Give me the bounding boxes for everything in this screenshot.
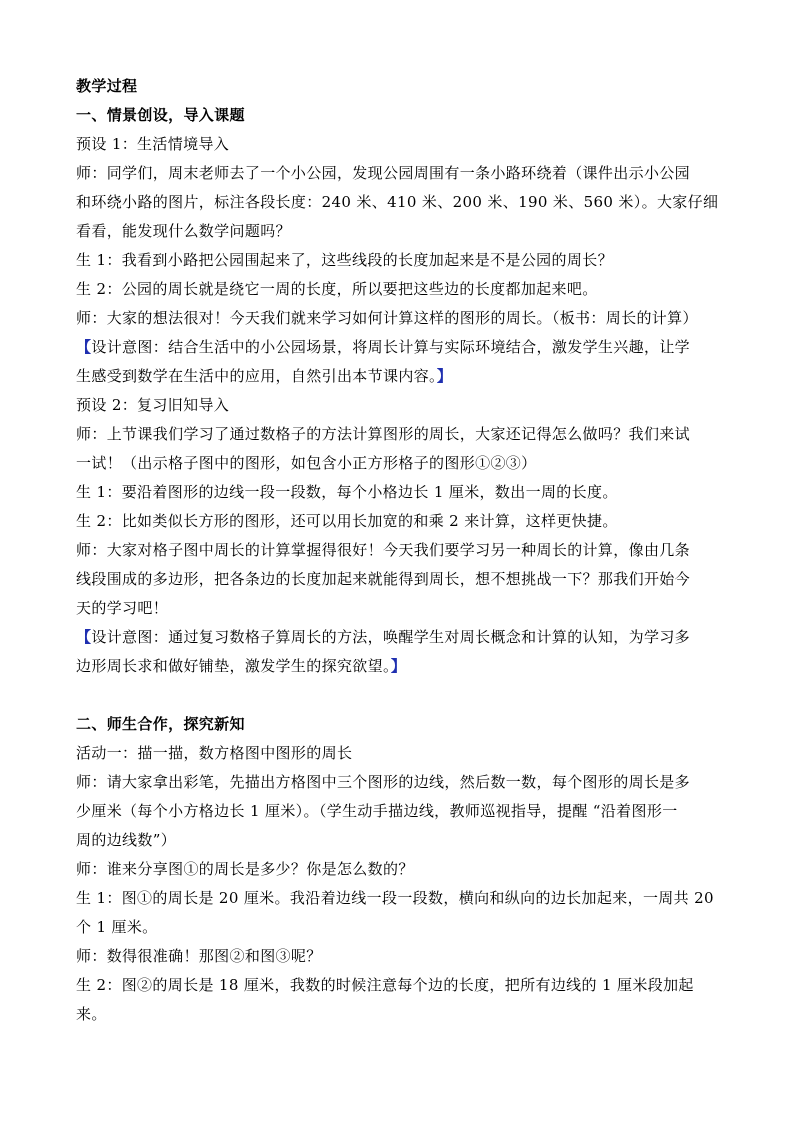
design-intent-text: 设计意图：结合生活中的小公园场景，将周长计算与实际环境结合，激发学生兴趣，让学 (91, 338, 691, 356)
design-bracket-close: 】 (436, 367, 453, 385)
paragraph-line: 生 2：图②的周长是 18 厘米，我数的时候注意每个边的长度，把所有边线的 1 厘米段加起 (76, 976, 694, 994)
activity1-label: 活动一：描一描，数方格图中图形的周长 (76, 744, 353, 762)
paragraph-line: 一试！（出示格子图中的图形，如包含小正方形格子的图形①②③） (76, 454, 537, 472)
section2-heading: 二、师生合作，探究新知 (76, 715, 245, 733)
paragraph-line: 看看，能发现什么数学问题吗？ (76, 222, 291, 240)
paragraph-line: 师：谁来分享图①的周长是多少？你是怎么数的？ (76, 860, 414, 878)
design-intent-line (76, 623, 730, 652)
paragraph-line: 师：上节课我们学习了通过数格子的方法计算图形的周长，大家还记得怎么做吗？我们来试 (76, 425, 691, 443)
design-intent-text: 生感受到数学在生活中的应用，自然引出本节课内容。 (76, 367, 437, 385)
preset2-label: 预设 2：复习旧知导入 (76, 396, 230, 414)
paragraph-line: 生 1：图①的周长是 20 厘米。我沿着边线一段一段数，横向和纵向的边长加起来，一周共 20 (76, 889, 714, 907)
design-intent-text: 边形周长求和做好铺垫，激发学生的探究欲望。 (76, 657, 391, 675)
paragraph-line: 个 1 厘米。 (76, 918, 158, 936)
preset1-label: 预设 1：生活情境导入 (76, 135, 230, 153)
paragraph-line: 师：大家对格子图中周长的计算掌握得很好！今天我们要学习另一种周长的计算，像由几条 (76, 541, 691, 559)
design-intent-line (76, 362, 730, 391)
paragraph-line: 师：同学们，周末老师去了一个小公园，发现公园周围有一条小路环绕着（课件出示小公园 (76, 164, 691, 182)
paragraph-line: 生 2：比如类似长方形的图形，还可以用长加宽的和乘 2 来计算，这样更快捷。 (76, 512, 618, 530)
paragraph-line: 天的学习吧！ (76, 599, 169, 617)
paragraph-line: 师：数得很准确！那图②和图③呢？ (76, 947, 322, 965)
paragraph-line: 和环绕小路的图片，标注各段长度：240 米、410 米、200 米、190 米、560 米）。大家仔细 (76, 193, 719, 211)
paragraph-line: 少厘米（每个小方格边长 1 厘米）。（学生动手描边线，教师巡视指导，提醒 “沿着图形一 (76, 802, 678, 820)
document-title: 教学过程 (76, 77, 138, 95)
paragraph-line: 周的边线数”） (76, 831, 177, 849)
design-bracket-open: 【 (76, 338, 92, 356)
design-bracket-close: 】 (390, 657, 407, 675)
paragraph-line: 师：请大家拿出彩笔，先描出方格图中三个图形的边线，然后数一数，每个图形的周长是多 (76, 773, 691, 791)
paragraph-line: 来。 (76, 1005, 107, 1023)
paragraph-line: 线段围成的多边形，把各条边的长度加起来就能得到周长，想不想挑战一下？那我们开始今 (76, 570, 691, 588)
design-bracket-open: 【 (76, 628, 92, 646)
section1-heading: 一、情景创设，导入课题 (76, 106, 245, 124)
design-intent-line (76, 652, 730, 681)
design-intent-line (76, 333, 730, 362)
paragraph-line: 生 1：我看到小路把公园围起来了，这些线段的长度加起来是不是公园的周长？ (76, 251, 613, 269)
paragraph-line: 师：大家的想法很对！今天我们就来学习如何计算这样的图形的周长。（板书：周长的计算） (76, 309, 698, 327)
document-content (76, 72, 730, 1029)
design-intent-text: 设计意图：通过复习数格子算周长的方法，唤醒学生对周长概念和计算的认知，为学习多 (91, 628, 691, 646)
paragraph-line: 生 2：公园的周长就是绕它一周的长度，所以要把这些边的长度都加起来吧。 (76, 280, 598, 298)
paragraph-line: 生 1：要沿着图形的边线一段一段数，每个小格边长 1 厘米，数出一周的长度。 (76, 483, 618, 501)
paragraph-spacer (76, 681, 730, 710)
